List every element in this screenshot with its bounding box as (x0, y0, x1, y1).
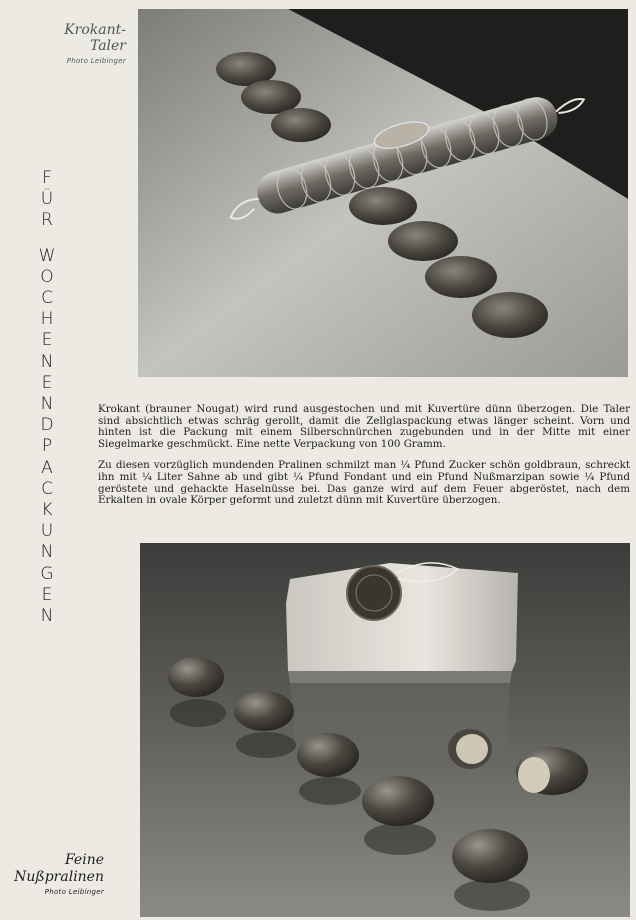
title-letter: E (41, 330, 53, 351)
title-letter: N (40, 606, 54, 627)
title-letter: G (40, 563, 54, 584)
caption-title-line1: Krokant- (64, 22, 126, 38)
bottom-photo-caption (4, 852, 104, 896)
title-letter: N (40, 394, 54, 415)
article-text (98, 404, 630, 517)
title-letter: U (40, 521, 54, 542)
title-letter: R (41, 210, 53, 231)
title-letter: D (40, 415, 54, 436)
vertical-title (36, 168, 58, 627)
caption-title-line2: Taler (89, 38, 126, 54)
paragraph-nusspralinen: Zu diesen vorzüglich mundenden Pralinen schmilzt man ¼ Pfund Zucker schön goldbraun, schreckt ihn mit ¼ Liter Sahne ab und gibt ¼ Pfund Fondant und ein Pfund Nußmarzipan sowie ¼ Pfund geröstete und gehackte Haselnüsse bei. Das ganze wird auf dem Feuer abgeröstet, nach dem Erkalten in ovale Körper geformt und zuletzt dünn mit Kuvertüre überzogen. (98, 459, 630, 507)
title-letter: P (41, 436, 53, 457)
caption-title-line1: Feine (64, 852, 104, 868)
photo-credit: Photo Leibinger (66, 57, 126, 65)
title-letter: C (41, 288, 53, 309)
title-letter: E (41, 372, 53, 393)
title-letter: A (41, 457, 53, 478)
title-letter: H (40, 309, 54, 330)
title-letter: K (41, 500, 53, 521)
photo-credit: Photo Leibinger (44, 888, 104, 896)
title-letter: O (40, 266, 54, 287)
title-letter: W (38, 245, 56, 266)
vertical-title-word2 (39, 246, 56, 628)
title-letter: F (42, 168, 52, 188)
photo-krokant-taler (138, 9, 628, 377)
title-letter: Ü (40, 189, 54, 210)
title-letter: N (40, 351, 54, 372)
title-letter: C (41, 478, 53, 499)
title-letter: E (41, 584, 53, 605)
photo-nusspralinen (140, 543, 630, 917)
vertical-title-word1 (41, 168, 53, 232)
paragraph-krokant: Krokant (brauner Nougat) wird rund ausgestochen und mit Kuvertüre dünn überzogen. Die Taler sind absichtlich etwas schräg gerollt, damit die Zellglaspackung etwas länger scheint. Vorn und hinten ist die Packung mit einem Silberschnürchen zugebunden und in der Mitte mit einer Siegelmarke geschmückt. Eine nette Verpackung von 100 Gramm. (98, 403, 630, 450)
top-photo-caption (8, 22, 126, 65)
caption-title-line2: Nußpralinen (14, 869, 104, 885)
title-letter: N (40, 542, 54, 563)
